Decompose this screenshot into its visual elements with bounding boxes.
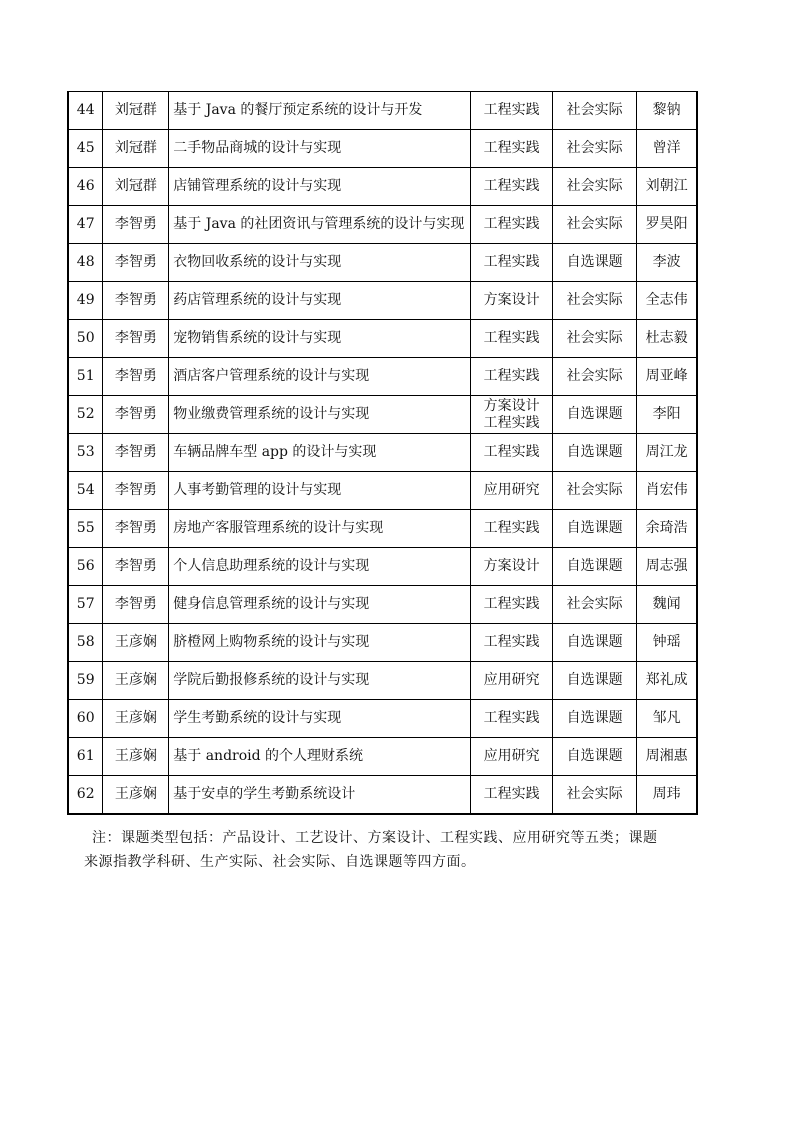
topic-source-cell: 自选课题 xyxy=(553,396,637,434)
topic-source-cell: 自选课题 xyxy=(553,662,637,700)
topic-source-cell: 自选课题 xyxy=(553,700,637,738)
row-number-cell: 55 xyxy=(68,510,103,548)
table-row xyxy=(68,548,697,586)
student-name-cell: 周志强 xyxy=(637,548,697,586)
topic-type-cell: 方案设计 工程实践 xyxy=(471,396,553,434)
topic-title-cell: 宠物销售系统的设计与实现 xyxy=(169,320,471,358)
topic-source-cell: 社会实际 xyxy=(553,206,637,244)
topic-type-cell: 工程实践 xyxy=(471,358,553,396)
table-row xyxy=(68,472,697,510)
student-name-cell: 邹凡 xyxy=(637,700,697,738)
topic-title-cell: 基于安卓的学生考勤系统设计 xyxy=(169,776,471,815)
supervisor-name-cell: 李智勇 xyxy=(103,358,169,396)
topic-title-cell: 基于 Java 的餐厅预定系统的设计与开发 xyxy=(169,92,471,130)
topic-type-cell: 工程实践 xyxy=(471,320,553,358)
table-row xyxy=(68,434,697,472)
row-number-cell: 54 xyxy=(68,472,103,510)
topic-source-cell: 社会实际 xyxy=(553,130,637,168)
supervisor-name-cell: 刘冠群 xyxy=(103,92,169,130)
row-number-cell: 47 xyxy=(68,206,103,244)
topic-type-cell: 工程实践 xyxy=(471,776,553,815)
student-name-cell: 郑礼成 xyxy=(637,662,697,700)
topic-type-cell: 工程实践 xyxy=(471,586,553,624)
table-row xyxy=(68,662,697,700)
topics-table xyxy=(67,91,698,815)
topic-title-cell: 衣物回收系统的设计与实现 xyxy=(169,244,471,282)
row-number-cell: 51 xyxy=(68,358,103,396)
table-row xyxy=(68,130,697,168)
student-name-cell: 余琦浩 xyxy=(637,510,697,548)
topic-type-cell: 工程实践 xyxy=(471,206,553,244)
topic-title-cell: 脐橙网上购物系统的设计与实现 xyxy=(169,624,471,662)
row-number-cell: 59 xyxy=(68,662,103,700)
table-row xyxy=(68,776,697,815)
row-number-cell: 48 xyxy=(68,244,103,282)
row-number-cell: 61 xyxy=(68,738,103,776)
row-number-cell: 50 xyxy=(68,320,103,358)
row-number-cell: 53 xyxy=(68,434,103,472)
topic-type-cell: 方案设计 xyxy=(471,548,553,586)
row-number-cell: 45 xyxy=(68,130,103,168)
supervisor-name-cell: 刘冠群 xyxy=(103,130,169,168)
topic-source-cell: 社会实际 xyxy=(553,92,637,130)
student-name-cell: 罗昊阳 xyxy=(637,206,697,244)
topic-source-cell: 自选课题 xyxy=(553,244,637,282)
row-number-cell: 56 xyxy=(68,548,103,586)
student-name-cell: 刘朝江 xyxy=(637,168,697,206)
table-row xyxy=(68,320,697,358)
supervisor-name-cell: 李智勇 xyxy=(103,548,169,586)
supervisor-name-cell: 王彦娴 xyxy=(103,776,169,815)
topic-title-cell: 药店管理系统的设计与实现 xyxy=(169,282,471,320)
topic-title-cell: 健身信息管理系统的设计与实现 xyxy=(169,586,471,624)
topic-title-cell: 个人信息助理系统的设计与实现 xyxy=(169,548,471,586)
student-name-cell: 全志伟 xyxy=(637,282,697,320)
topic-source-cell: 自选课题 xyxy=(553,624,637,662)
footnote-line-2: 来源指教学科研、生产实际、社会实际、自选课题等四方面。 xyxy=(84,854,476,870)
table-row xyxy=(68,624,697,662)
supervisor-name-cell: 刘冠群 xyxy=(103,168,169,206)
student-name-cell: 周亚峰 xyxy=(637,358,697,396)
topic-title-cell: 人事考勤管理的设计与实现 xyxy=(169,472,471,510)
topic-title-cell: 店铺管理系统的设计与实现 xyxy=(169,168,471,206)
topic-source-cell: 自选课题 xyxy=(553,510,637,548)
student-name-cell: 黎钠 xyxy=(637,92,697,130)
row-number-cell: 44 xyxy=(68,92,103,130)
row-number-cell: 60 xyxy=(68,700,103,738)
topics-table-body xyxy=(68,92,697,815)
student-name-cell: 周湘惠 xyxy=(637,738,697,776)
table-row xyxy=(68,396,697,434)
supervisor-name-cell: 李智勇 xyxy=(103,472,169,510)
supervisor-name-cell: 李智勇 xyxy=(103,244,169,282)
row-number-cell: 58 xyxy=(68,624,103,662)
topic-source-cell: 社会实际 xyxy=(553,472,637,510)
footnote xyxy=(84,826,684,874)
topic-title-cell: 学院后勤报修系统的设计与实现 xyxy=(169,662,471,700)
topic-type-cell: 工程实践 xyxy=(471,510,553,548)
supervisor-name-cell: 王彦娴 xyxy=(103,662,169,700)
supervisor-name-cell: 王彦娴 xyxy=(103,700,169,738)
row-number-cell: 49 xyxy=(68,282,103,320)
footnote-line-1: 注：课题类型包括：产品设计、工艺设计、方案设计、工程实践、应用研究等五类；课题 xyxy=(92,830,658,846)
row-number-cell: 57 xyxy=(68,586,103,624)
row-number-cell: 62 xyxy=(68,776,103,815)
table-row xyxy=(68,510,697,548)
supervisor-name-cell: 李智勇 xyxy=(103,206,169,244)
row-number-cell: 46 xyxy=(68,168,103,206)
topic-source-cell: 自选课题 xyxy=(553,738,637,776)
table-row xyxy=(68,92,697,130)
topic-type-cell: 工程实践 xyxy=(471,92,553,130)
topic-type-cell: 应用研究 xyxy=(471,738,553,776)
table-row xyxy=(68,738,697,776)
topic-title-cell: 二手物品商城的设计与实现 xyxy=(169,130,471,168)
topic-title-cell: 车辆品牌车型 app 的设计与实现 xyxy=(169,434,471,472)
topic-title-cell: 学生考勤系统的设计与实现 xyxy=(169,700,471,738)
topic-source-cell: 自选课题 xyxy=(553,434,637,472)
topic-source-cell: 社会实际 xyxy=(553,358,637,396)
table-row xyxy=(68,282,697,320)
topic-type-cell: 工程实践 xyxy=(471,624,553,662)
topic-source-cell: 社会实际 xyxy=(553,776,637,815)
topic-type-cell: 工程实践 xyxy=(471,168,553,206)
supervisor-name-cell: 李智勇 xyxy=(103,586,169,624)
student-name-cell: 李阳 xyxy=(637,396,697,434)
table-row xyxy=(68,168,697,206)
topic-source-cell: 社会实际 xyxy=(553,282,637,320)
topic-type-cell: 方案设计 xyxy=(471,282,553,320)
supervisor-name-cell: 李智勇 xyxy=(103,434,169,472)
student-name-cell: 曾洋 xyxy=(637,130,697,168)
topic-source-cell: 社会实际 xyxy=(553,320,637,358)
topic-type-cell: 工程实践 xyxy=(471,130,553,168)
supervisor-name-cell: 王彦娴 xyxy=(103,738,169,776)
table-row xyxy=(68,586,697,624)
topic-source-cell: 社会实际 xyxy=(553,168,637,206)
topic-source-cell: 社会实际 xyxy=(553,586,637,624)
student-name-cell: 周江龙 xyxy=(637,434,697,472)
supervisor-name-cell: 李智勇 xyxy=(103,510,169,548)
row-number-cell: 52 xyxy=(68,396,103,434)
topic-title-cell: 房地产客服管理系统的设计与实现 xyxy=(169,510,471,548)
supervisor-name-cell: 李智勇 xyxy=(103,396,169,434)
table-row xyxy=(68,206,697,244)
topic-type-cell: 工程实践 xyxy=(471,434,553,472)
topic-title-cell: 基于 android 的个人理财系统 xyxy=(169,738,471,776)
supervisor-name-cell: 王彦娴 xyxy=(103,624,169,662)
student-name-cell: 杜志毅 xyxy=(637,320,697,358)
table-row xyxy=(68,700,697,738)
topic-title-cell: 物业缴费管理系统的设计与实现 xyxy=(169,396,471,434)
table-row xyxy=(68,358,697,396)
student-name-cell: 魏闻 xyxy=(637,586,697,624)
supervisor-name-cell: 李智勇 xyxy=(103,320,169,358)
student-name-cell: 周玮 xyxy=(637,776,697,815)
supervisor-name-cell: 李智勇 xyxy=(103,282,169,320)
topic-type-cell: 应用研究 xyxy=(471,662,553,700)
student-name-cell: 肖宏伟 xyxy=(637,472,697,510)
topic-type-cell: 应用研究 xyxy=(471,472,553,510)
topic-type-cell: 工程实践 xyxy=(471,700,553,738)
topic-title-cell: 基于 Java 的社团资讯与管理系统的设计与实现 xyxy=(169,206,471,244)
student-name-cell: 钟瑶 xyxy=(637,624,697,662)
topic-source-cell: 自选课题 xyxy=(553,548,637,586)
table-row xyxy=(68,244,697,282)
topic-type-cell: 工程实践 xyxy=(471,244,553,282)
topic-title-cell: 酒店客户管理系统的设计与实现 xyxy=(169,358,471,396)
student-name-cell: 李波 xyxy=(637,244,697,282)
